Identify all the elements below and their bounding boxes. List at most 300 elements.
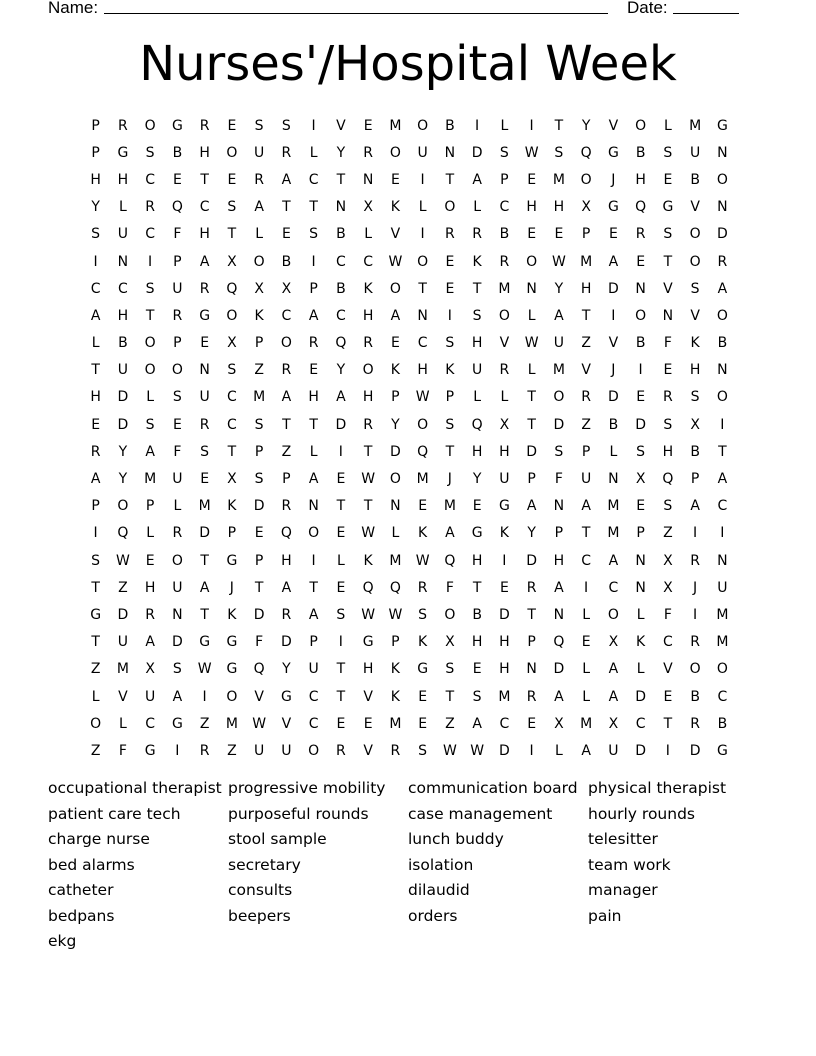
grid-letter[interactable]: P: [309, 280, 318, 297]
grid-letter[interactable]: H: [553, 552, 565, 569]
grid-letter[interactable]: O: [144, 335, 156, 352]
grid-letter[interactable]: H: [499, 443, 510, 460]
grid-letter[interactable]: L: [309, 443, 318, 460]
grid-letter[interactable]: D: [171, 634, 183, 651]
grid-letter[interactable]: K: [418, 634, 428, 651]
grid-letter[interactable]: S: [91, 226, 101, 243]
grid-letter[interactable]: K: [363, 280, 373, 297]
grid-letter[interactable]: S: [472, 688, 482, 705]
grid-letter[interactable]: U: [472, 362, 483, 379]
grid-letter[interactable]: C: [635, 715, 646, 732]
grid-letter[interactable]: L: [146, 525, 155, 542]
grid-letter[interactable]: B: [118, 335, 128, 352]
grid-letter[interactable]: A: [717, 280, 728, 297]
grid-letter[interactable]: A: [608, 661, 619, 678]
grid-letter[interactable]: P: [282, 471, 291, 488]
grid-letter[interactable]: V: [281, 715, 292, 732]
grid-letter[interactable]: S: [227, 199, 237, 216]
grid-letter[interactable]: M: [580, 253, 593, 270]
grid-letter[interactable]: A: [199, 579, 210, 596]
grid-letter[interactable]: N: [553, 498, 565, 515]
grid-letter[interactable]: G: [226, 634, 238, 651]
grid-letter[interactable]: A: [145, 443, 155, 460]
grid-letter[interactable]: T: [472, 280, 482, 297]
grid-letter[interactable]: X: [554, 715, 564, 732]
grid-letter[interactable]: S: [445, 335, 455, 352]
grid-letter[interactable]: S: [254, 471, 264, 488]
grid-letter[interactable]: V: [663, 280, 673, 297]
grid-letter[interactable]: T: [309, 579, 318, 596]
grid-letter[interactable]: H: [471, 335, 483, 352]
grid-letter[interactable]: A: [90, 307, 101, 324]
grid-letter[interactable]: S: [227, 362, 237, 379]
grid-letter[interactable]: R: [690, 634, 700, 651]
grid-letter[interactable]: N: [608, 471, 619, 488]
grid-letter[interactable]: C: [717, 688, 728, 705]
grid-letter[interactable]: D: [553, 661, 565, 678]
grid-letter[interactable]: F: [445, 579, 454, 596]
grid-letter[interactable]: T: [363, 443, 373, 460]
grid-letter[interactable]: N: [417, 307, 428, 324]
grid-letter[interactable]: S: [281, 117, 291, 134]
grid-letter[interactable]: W: [388, 606, 403, 623]
grid-letter[interactable]: D: [526, 552, 538, 569]
grid-letter[interactable]: D: [117, 389, 129, 406]
grid-letter[interactable]: X: [663, 579, 673, 596]
grid-letter[interactable]: W: [415, 552, 430, 569]
grid-letter[interactable]: T: [309, 416, 318, 433]
grid-letter[interactable]: H: [199, 144, 210, 161]
grid-letter[interactable]: C: [308, 715, 319, 732]
grid-letter[interactable]: K: [472, 253, 482, 270]
grid-letter[interactable]: O: [389, 471, 401, 488]
grid-letter[interactable]: R: [281, 498, 292, 515]
grid-letter[interactable]: K: [390, 199, 400, 216]
grid-letter[interactable]: R: [526, 579, 537, 596]
grid-letter[interactable]: U: [254, 144, 265, 161]
grid-letter[interactable]: O: [117, 498, 129, 515]
grid-letter[interactable]: S: [91, 552, 101, 569]
grid-letter[interactable]: O: [716, 389, 728, 406]
grid-letter[interactable]: E: [200, 471, 210, 488]
grid-letter[interactable]: G: [199, 307, 211, 324]
grid-letter[interactable]: T: [91, 634, 100, 651]
grid-letter[interactable]: I: [693, 606, 698, 623]
grid-letter[interactable]: Y: [118, 443, 128, 460]
grid-letter[interactable]: U: [553, 335, 564, 352]
grid-letter[interactable]: H: [117, 307, 129, 324]
grid-letter[interactable]: S: [663, 226, 673, 243]
grid-letter[interactable]: M: [580, 715, 593, 732]
grid-letter[interactable]: Y: [391, 416, 400, 433]
grid-letter[interactable]: W: [115, 552, 130, 569]
grid-letter[interactable]: P: [173, 335, 182, 352]
grid-letter[interactable]: R: [499, 362, 510, 379]
grid-letter[interactable]: B: [635, 335, 646, 352]
grid-letter[interactable]: H: [362, 307, 374, 324]
grid-letter[interactable]: U: [281, 742, 292, 759]
grid-letter[interactable]: J: [611, 171, 616, 188]
grid-letter[interactable]: B: [172, 144, 183, 161]
grid-letter[interactable]: P: [527, 634, 536, 651]
grid-letter[interactable]: J: [229, 579, 234, 596]
grid-letter[interactable]: B: [690, 443, 700, 460]
grid-letter[interactable]: R: [90, 443, 101, 460]
grid-letter[interactable]: T: [472, 579, 482, 596]
grid-letter[interactable]: O: [444, 199, 456, 216]
grid-letter[interactable]: L: [118, 199, 127, 216]
grid-letter[interactable]: R: [581, 389, 591, 406]
grid-letter[interactable]: D: [607, 280, 619, 297]
grid-letter[interactable]: L: [91, 688, 100, 705]
grid-letter[interactable]: S: [690, 389, 700, 406]
grid-letter[interactable]: N: [662, 307, 674, 324]
grid-letter[interactable]: A: [608, 688, 619, 705]
grid-letter[interactable]: C: [145, 171, 156, 188]
grid-letter[interactable]: T: [309, 199, 318, 216]
grid-letter[interactable]: O: [226, 688, 238, 705]
grid-letter[interactable]: S: [499, 144, 509, 161]
grid-letter[interactable]: H: [471, 443, 483, 460]
grid-letter[interactable]: P: [254, 443, 264, 460]
grid-letter[interactable]: O: [689, 226, 701, 243]
grid-letter[interactable]: L: [500, 389, 509, 406]
grid-letter[interactable]: I: [720, 416, 725, 433]
grid-letter[interactable]: Z: [581, 416, 591, 433]
grid-letter[interactable]: E: [418, 498, 428, 515]
grid-letter[interactable]: X: [227, 471, 237, 488]
grid-letter[interactable]: T: [363, 498, 373, 515]
grid-letter[interactable]: Z: [445, 715, 455, 732]
grid-letter[interactable]: A: [199, 253, 210, 270]
grid-letter[interactable]: P: [173, 253, 182, 270]
grid-letter[interactable]: W: [197, 661, 212, 678]
grid-letter[interactable]: Q: [117, 525, 129, 542]
grid-letter[interactable]: C: [281, 307, 292, 324]
grid-letter[interactable]: T: [418, 280, 427, 297]
grid-letter[interactable]: C: [308, 688, 319, 705]
grid-letter[interactable]: E: [254, 525, 264, 542]
grid-letter[interactable]: N: [717, 362, 728, 379]
grid-letter[interactable]: T: [227, 226, 237, 243]
grid-letter[interactable]: L: [118, 715, 127, 732]
grid-letter[interactable]: E: [336, 579, 346, 596]
grid-letter[interactable]: S: [554, 144, 564, 161]
grid-letter[interactable]: P: [91, 498, 100, 515]
grid-letter[interactable]: E: [663, 362, 673, 379]
grid-letter[interactable]: V: [254, 688, 264, 705]
grid-letter[interactable]: C: [499, 715, 510, 732]
grid-letter[interactable]: U: [690, 144, 701, 161]
grid-letter[interactable]: L: [663, 117, 672, 134]
grid-letter[interactable]: X: [254, 280, 264, 297]
grid-letter[interactable]: M: [253, 389, 266, 406]
grid-letter[interactable]: V: [690, 199, 700, 216]
grid-letter[interactable]: P: [91, 144, 100, 161]
grid-letter[interactable]: L: [418, 199, 427, 216]
grid-letter[interactable]: L: [473, 199, 482, 216]
grid-letter[interactable]: E: [527, 171, 537, 188]
grid-letter[interactable]: M: [607, 498, 620, 515]
grid-letter[interactable]: C: [226, 416, 237, 433]
grid-letter[interactable]: W: [361, 525, 376, 542]
grid-letter[interactable]: U: [117, 362, 128, 379]
grid-letter[interactable]: G: [662, 199, 674, 216]
grid-letter[interactable]: A: [554, 579, 564, 596]
grid-letter[interactable]: L: [582, 688, 591, 705]
grid-letter[interactable]: P: [391, 634, 400, 651]
grid-letter[interactable]: O: [389, 280, 401, 297]
grid-letter[interactable]: R: [145, 606, 155, 623]
grid-letter[interactable]: P: [554, 525, 564, 542]
grid-letter[interactable]: N: [717, 552, 728, 569]
grid-letter[interactable]: G: [280, 688, 292, 705]
grid-letter[interactable]: G: [226, 552, 238, 569]
grid-letter[interactable]: S: [663, 498, 673, 515]
grid-letter[interactable]: U: [117, 226, 128, 243]
grid-letter[interactable]: M: [443, 498, 456, 515]
grid-letter[interactable]: Q: [444, 552, 456, 569]
grid-letter[interactable]: B: [690, 171, 700, 188]
grid-letter[interactable]: H: [308, 389, 319, 406]
grid-letter[interactable]: N: [635, 280, 646, 297]
grid-letter[interactable]: H: [689, 362, 701, 379]
grid-letter[interactable]: T: [336, 498, 346, 515]
grid-letter[interactable]: Q: [253, 661, 265, 678]
grid-letter[interactable]: S: [172, 389, 182, 406]
grid-letter[interactable]: V: [581, 362, 591, 379]
grid-letter[interactable]: Z: [281, 443, 292, 460]
grid-letter[interactable]: I: [529, 117, 534, 134]
grid-letter[interactable]: D: [607, 389, 619, 406]
grid-letter[interactable]: T: [554, 117, 564, 134]
grid-letter[interactable]: I: [311, 117, 316, 134]
grid-letter[interactable]: K: [390, 362, 400, 379]
grid-letter[interactable]: S: [445, 661, 455, 678]
grid-letter[interactable]: D: [689, 742, 701, 759]
grid-letter[interactable]: T: [718, 443, 727, 460]
grid-letter[interactable]: I: [720, 525, 725, 542]
grid-letter[interactable]: A: [308, 307, 319, 324]
grid-letter[interactable]: P: [391, 389, 400, 406]
grid-letter[interactable]: U: [499, 471, 510, 488]
grid-letter[interactable]: O: [90, 715, 102, 732]
grid-letter[interactable]: H: [471, 634, 483, 651]
grid-letter[interactable]: M: [389, 552, 402, 569]
grid-letter[interactable]: Y: [581, 117, 591, 134]
grid-letter[interactable]: I: [665, 742, 670, 759]
grid-letter[interactable]: W: [361, 471, 376, 488]
grid-letter[interactable]: E: [200, 335, 210, 352]
grid-letter[interactable]: N: [635, 552, 646, 569]
grid-letter[interactable]: A: [717, 471, 728, 488]
grid-letter[interactable]: E: [527, 226, 537, 243]
grid-letter[interactable]: S: [418, 742, 428, 759]
grid-letter[interactable]: E: [418, 715, 428, 732]
grid-letter[interactable]: A: [581, 742, 591, 759]
grid-letter[interactable]: A: [554, 307, 564, 324]
grid-letter[interactable]: H: [526, 199, 537, 216]
grid-letter[interactable]: O: [417, 416, 429, 433]
grid-letter[interactable]: T: [91, 362, 100, 379]
grid-letter[interactable]: K: [363, 552, 373, 569]
grid-letter[interactable]: N: [390, 498, 401, 515]
grid-letter[interactable]: P: [636, 525, 645, 542]
grid-letter[interactable]: I: [529, 742, 534, 759]
grid-letter[interactable]: H: [117, 171, 129, 188]
grid-letter[interactable]: T: [200, 171, 209, 188]
grid-letter[interactable]: X: [227, 335, 237, 352]
grid-letter[interactable]: S: [145, 416, 155, 433]
grid-letter[interactable]: A: [308, 471, 319, 488]
grid-letter[interactable]: E: [227, 117, 237, 134]
grid-letter[interactable]: C: [90, 280, 101, 297]
grid-letter[interactable]: C: [335, 307, 346, 324]
grid-letter[interactable]: I: [93, 525, 98, 542]
grid-letter[interactable]: U: [608, 742, 619, 759]
grid-letter[interactable]: A: [254, 199, 264, 216]
grid-letter[interactable]: S: [636, 443, 646, 460]
grid-letter[interactable]: K: [636, 634, 646, 651]
grid-letter[interactable]: B: [635, 144, 646, 161]
grid-letter[interactable]: S: [145, 280, 155, 297]
grid-letter[interactable]: I: [175, 742, 180, 759]
grid-letter[interactable]: T: [200, 552, 209, 569]
grid-letter[interactable]: G: [144, 742, 156, 759]
grid-letter[interactable]: N: [199, 362, 210, 379]
grid-letter[interactable]: N: [117, 253, 129, 270]
grid-letter[interactable]: M: [389, 117, 402, 134]
grid-letter[interactable]: T: [91, 579, 100, 596]
grid-letter[interactable]: X: [145, 661, 155, 678]
grid-letter[interactable]: O: [417, 253, 429, 270]
grid-letter[interactable]: N: [172, 606, 183, 623]
grid-letter[interactable]: A: [608, 552, 619, 569]
grid-letter[interactable]: E: [418, 688, 428, 705]
grid-letter[interactable]: C: [226, 389, 237, 406]
grid-letter[interactable]: G: [117, 144, 129, 161]
grid-letter[interactable]: V: [663, 661, 673, 678]
grid-letter[interactable]: T: [445, 688, 455, 705]
grid-letter[interactable]: A: [145, 634, 155, 651]
grid-letter[interactable]: E: [390, 171, 400, 188]
grid-letter[interactable]: X: [227, 253, 237, 270]
grid-letter[interactable]: L: [336, 552, 345, 569]
grid-letter[interactable]: F: [663, 606, 672, 623]
grid-letter[interactable]: F: [118, 742, 127, 759]
grid-letter[interactable]: A: [690, 498, 700, 515]
grid-letter[interactable]: T: [445, 443, 455, 460]
grid-letter[interactable]: T: [145, 307, 155, 324]
grid-letter[interactable]: G: [607, 144, 619, 161]
grid-letter[interactable]: C: [199, 199, 210, 216]
grid-letter[interactable]: I: [338, 443, 343, 460]
grid-letter[interactable]: E: [636, 389, 646, 406]
grid-letter[interactable]: Q: [662, 471, 674, 488]
grid-letter[interactable]: Y: [554, 280, 564, 297]
grid-letter[interactable]: L: [582, 606, 591, 623]
grid-letter[interactable]: G: [498, 498, 510, 515]
grid-letter[interactable]: V: [690, 307, 700, 324]
grid-letter[interactable]: I: [311, 253, 316, 270]
grid-letter[interactable]: P: [309, 634, 318, 651]
grid-letter[interactable]: C: [499, 199, 510, 216]
grid-letter[interactable]: E: [472, 661, 482, 678]
grid-letter[interactable]: R: [199, 742, 210, 759]
grid-letter[interactable]: M: [116, 661, 129, 678]
grid-letter[interactable]: Z: [90, 742, 101, 759]
grid-letter[interactable]: R: [499, 253, 510, 270]
grid-letter[interactable]: L: [500, 117, 509, 134]
grid-letter[interactable]: N: [553, 606, 565, 623]
grid-letter[interactable]: O: [635, 307, 647, 324]
grid-letter[interactable]: P: [254, 552, 264, 569]
grid-letter[interactable]: Y: [527, 525, 536, 542]
grid-letter[interactable]: R: [199, 117, 210, 134]
grid-letter[interactable]: E: [172, 416, 182, 433]
grid-letter[interactable]: E: [472, 498, 482, 515]
grid-letter[interactable]: J: [447, 471, 452, 488]
grid-letter[interactable]: D: [335, 416, 347, 433]
grid-letter[interactable]: W: [388, 253, 403, 270]
grid-letter[interactable]: W: [470, 742, 485, 759]
grid-letter[interactable]: I: [202, 688, 207, 705]
grid-letter[interactable]: O: [226, 144, 238, 161]
grid-letter[interactable]: L: [609, 443, 618, 460]
grid-letter[interactable]: M: [498, 280, 511, 297]
grid-letter[interactable]: R: [363, 416, 373, 433]
grid-letter[interactable]: O: [280, 335, 292, 352]
grid-letter[interactable]: A: [281, 171, 292, 188]
grid-letter[interactable]: H: [90, 389, 101, 406]
grid-letter[interactable]: D: [280, 634, 292, 651]
grid-letter[interactable]: E: [581, 634, 591, 651]
grid-letter[interactable]: Q: [580, 144, 592, 161]
grid-letter[interactable]: T: [581, 307, 591, 324]
grid-letter[interactable]: A: [581, 498, 591, 515]
grid-letter[interactable]: O: [689, 661, 701, 678]
grid-letter[interactable]: U: [172, 471, 183, 488]
grid-letter[interactable]: C: [308, 171, 319, 188]
grid-letter[interactable]: V: [608, 117, 619, 134]
grid-letter[interactable]: N: [335, 199, 347, 216]
grid-letter[interactable]: T: [527, 416, 536, 433]
grid-letter[interactable]: S: [254, 117, 264, 134]
grid-letter[interactable]: B: [336, 226, 346, 243]
grid-letter[interactable]: C: [417, 335, 428, 352]
grid-letter[interactable]: H: [362, 661, 374, 678]
grid-letter[interactable]: R: [445, 226, 455, 243]
grid-letter[interactable]: E: [663, 171, 673, 188]
grid-letter[interactable]: D: [117, 416, 129, 433]
grid-letter[interactable]: T: [254, 579, 264, 596]
grid-letter[interactable]: P: [527, 471, 536, 488]
grid-letter[interactable]: U: [172, 579, 183, 596]
grid-letter[interactable]: U: [172, 280, 183, 297]
grid-letter[interactable]: R: [118, 117, 128, 134]
grid-letter[interactable]: S: [254, 416, 264, 433]
grid-letter[interactable]: S: [200, 443, 210, 460]
date-blank-line[interactable]: [673, 13, 739, 14]
grid-letter[interactable]: D: [471, 144, 483, 161]
grid-letter[interactable]: D: [253, 498, 265, 515]
grid-letter[interactable]: E: [281, 226, 291, 243]
grid-letter[interactable]: L: [554, 742, 563, 759]
grid-letter[interactable]: X: [663, 552, 673, 569]
grid-letter[interactable]: X: [608, 634, 619, 651]
grid-letter[interactable]: P: [690, 471, 700, 488]
grid-letter[interactable]: Y: [336, 144, 346, 161]
